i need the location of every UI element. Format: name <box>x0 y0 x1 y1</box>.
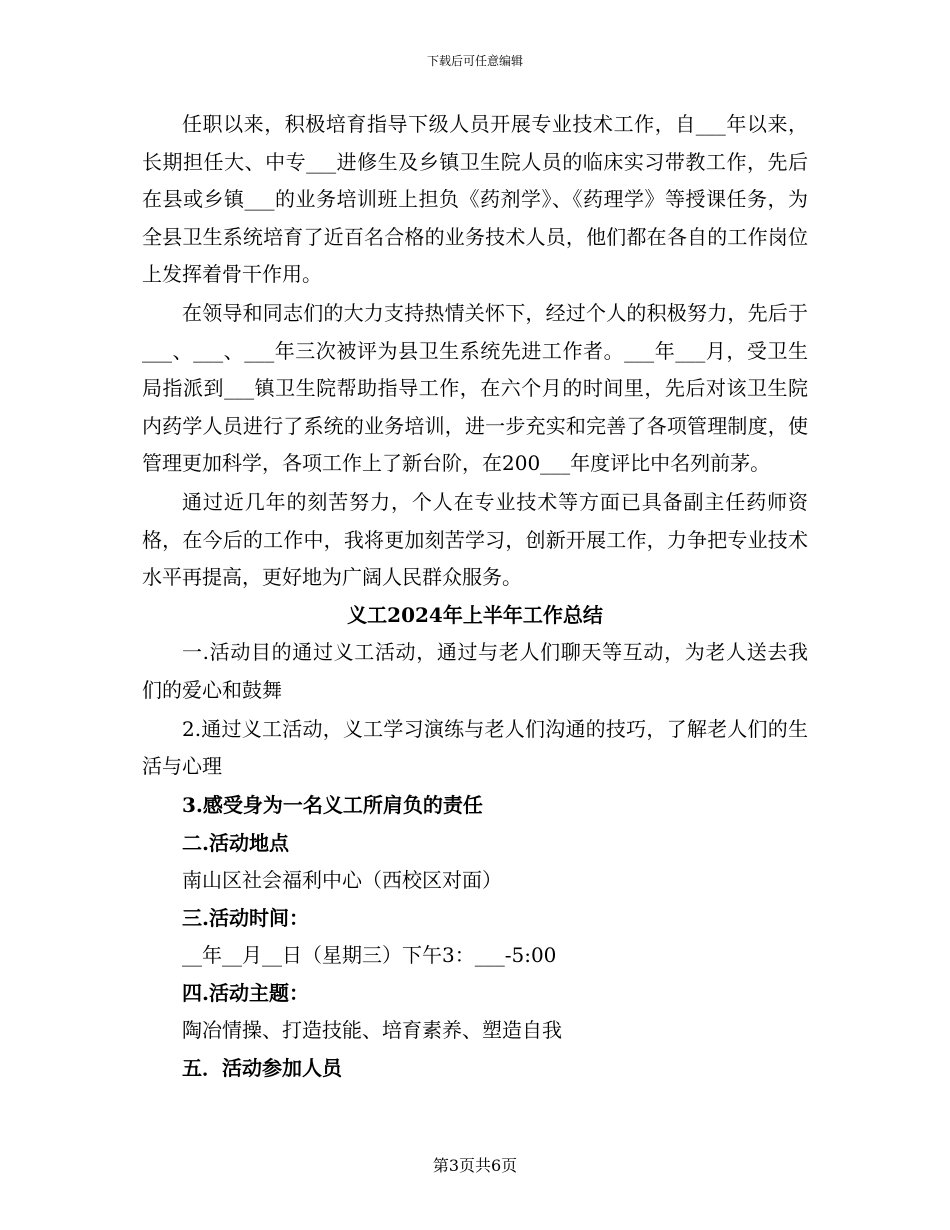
paragraph-qualification: 通过近几年的刻苦努力，个人在专业技术等方面已具备副主任药师资格，在今后的工作中，我将更加刻苦学习，创新开展工作，力争把专业技术水平再提高，更好地为广阔人民群众服务。 <box>142 490 808 589</box>
page-footer: 第3页共6页 <box>432 1156 518 1175</box>
paragraph-achievements: 在领导和同志们的大力支持热情关怀下，经过个人的积极努力，先后于___、___、___年三次被评为县卫生系统先进工作者。___年___月，受卫生局指派到___镇卫生院帮助指导工作，在六个月的时间里，先后对该卫生院内药学人员进行了系统的业务培训，进一步充实和完善了各项管理制度，使管理更加科学，各项工作上了新台阶，在200___年度评比中名列前茅。 <box>142 301 808 475</box>
document-body <box>142 106 808 1087</box>
heading-theme: 四.活动主题： <box>182 980 309 1005</box>
section-title: 义工2024年上半年工作总结 <box>347 602 603 627</box>
theme-text: 陶冶情操、打造技能、培育素养、塑造自我 <box>182 1018 562 1042</box>
location-text: 南山区社会福利中心（西校区对面） <box>182 868 502 892</box>
heading-participants: 五．活动参加人员 <box>182 1055 342 1080</box>
heading-time: 三.活动时间： <box>182 905 309 930</box>
item-skills: 2.通过义工活动，义工学习演练与老人们沟通的技巧，了解老人们的生活与心理 <box>142 716 808 778</box>
heading-location: 二.活动地点 <box>182 830 289 855</box>
item-purpose: 一.活动目的通过义工活动，通过与老人们聊天等互动，为老人送去我们的爱心和鼓舞 <box>142 640 808 702</box>
paragraph-career: 任职以来，积极培育指导下级人员开展专业技术工作，自___年以来，长期担任大、中专___进修生及乡镇卫生院人员的临床实习带教工作，先后在县或乡镇___的业务培训班上担负《药剂学》、《药理学》等授课任务，为全县卫生系统培育了近百名合格的业务技术人员，他们都在各自的工作岗位上发挥着骨干作用。 <box>142 112 808 286</box>
time-text: __年__月__日（星期三）下午3：___-5:00 <box>182 943 557 967</box>
item-responsibility: 3.感受身为一名义工所肩负的责任 <box>182 793 483 817</box>
page-header: 下载后可任意编辑 <box>426 54 523 68</box>
